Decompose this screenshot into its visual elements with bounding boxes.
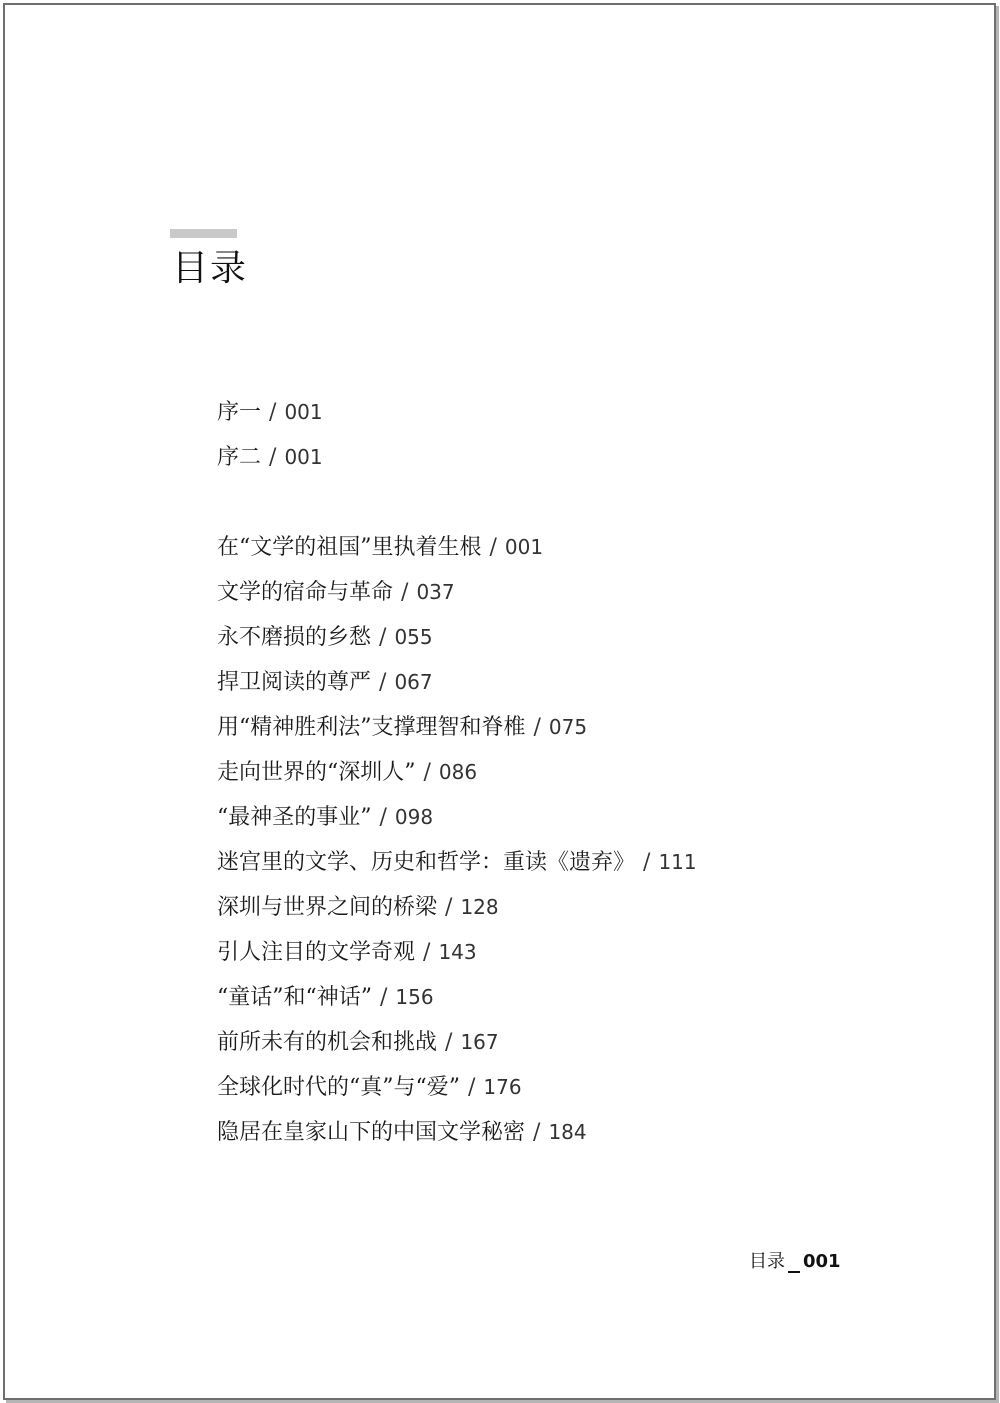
toc-separator: / bbox=[423, 760, 431, 785]
toc-entry-page: 075 bbox=[548, 715, 588, 739]
toc-entry-title: 走向世界的“深圳人” bbox=[217, 760, 416, 785]
toc-entry-page: 086 bbox=[438, 760, 478, 784]
toc-entry-page: 001 bbox=[504, 535, 544, 559]
toc-entry bbox=[217, 622, 433, 653]
toc-separator: / bbox=[269, 400, 277, 425]
footer-page-number: 001 bbox=[803, 1251, 841, 1272]
toc-entry bbox=[217, 667, 433, 698]
toc-entry bbox=[217, 892, 499, 923]
footer-label: 目录 bbox=[749, 1251, 785, 1272]
toc-separator: / bbox=[401, 580, 409, 605]
footer-rule bbox=[788, 1271, 800, 1273]
toc-entry bbox=[217, 577, 455, 608]
toc-entry bbox=[217, 712, 587, 743]
toc-entry-title: 全球化时代的“真”与“爱” bbox=[217, 1075, 460, 1100]
toc-separator: / bbox=[468, 1075, 476, 1100]
toc-separator: / bbox=[423, 940, 431, 965]
toc-entry-page: 067 bbox=[394, 670, 433, 694]
toc-entry bbox=[217, 802, 433, 833]
page-title: 目录 bbox=[172, 248, 249, 289]
toc-separator: / bbox=[379, 805, 387, 830]
toc-entry-title: 序二 bbox=[217, 445, 262, 470]
toc-entry-title: 捍卫阅读的尊严 bbox=[217, 670, 372, 695]
toc-entry-title: 深圳与世界之间的桥梁 bbox=[217, 895, 438, 920]
toc-entry bbox=[217, 757, 477, 788]
toc-entry-page: 037 bbox=[416, 580, 455, 604]
toc-entry bbox=[217, 1117, 587, 1148]
toc-separator: / bbox=[379, 670, 387, 695]
toc-entry-page: 143 bbox=[438, 940, 477, 964]
toc-entry-page: 098 bbox=[394, 805, 434, 829]
toc-separator: / bbox=[533, 715, 541, 740]
toc-separator: / bbox=[445, 1030, 453, 1055]
toc-entry-title: 迷宫里的文学、历史和哲学：重读《遗弃》 bbox=[217, 850, 636, 875]
toc-separator: / bbox=[643, 850, 651, 875]
toc-entry-page: 176 bbox=[483, 1075, 522, 1099]
toc-entry bbox=[217, 532, 543, 563]
toc-entry bbox=[217, 937, 477, 968]
toc-entry bbox=[217, 982, 434, 1013]
toc-entry-title: 永不磨损的乡愁 bbox=[217, 625, 372, 650]
toc-separator: / bbox=[445, 895, 453, 920]
toc-entry-title: 文学的宿命与革命 bbox=[217, 580, 394, 605]
toc-separator: / bbox=[269, 445, 277, 470]
toc-entry-page: 111 bbox=[658, 850, 697, 874]
toc-entry-page: 001 bbox=[284, 445, 323, 469]
toc-entry bbox=[217, 847, 697, 878]
toc-entry bbox=[217, 1027, 499, 1058]
toc-entry-title: 引人注目的文学奇观 bbox=[217, 940, 416, 965]
toc-entry-title: “最神圣的事业” bbox=[217, 805, 372, 830]
toc-separator: / bbox=[380, 985, 388, 1010]
toc-separator: / bbox=[533, 1120, 541, 1145]
page-frame bbox=[3, 3, 996, 1400]
toc-entry-page: 184 bbox=[548, 1120, 587, 1144]
toc-entry bbox=[217, 1072, 522, 1103]
toc-entry-page: 055 bbox=[394, 625, 433, 649]
heading-accent-bar bbox=[170, 229, 237, 238]
toc-entry-title: 序一 bbox=[217, 400, 262, 425]
toc-entry-page: 001 bbox=[284, 400, 323, 424]
toc-entry-page: 167 bbox=[460, 1030, 499, 1054]
toc-entry-title: 用“精神胜利法”支撑理智和脊椎 bbox=[217, 715, 526, 740]
toc-entry-title: “童话”和“神话” bbox=[217, 985, 372, 1010]
toc-entry-title: 隐居在皇家山下的中国文学秘密 bbox=[217, 1120, 526, 1145]
page-footer bbox=[749, 1249, 841, 1275]
toc-separator: / bbox=[379, 625, 387, 650]
toc-entry-page: 128 bbox=[460, 895, 499, 919]
toc-separator: / bbox=[489, 535, 497, 560]
toc-entry-page: 156 bbox=[395, 985, 434, 1009]
toc-entry-title: 在“文学的祖国”里执着生根 bbox=[217, 535, 482, 560]
toc-entry-title: 前所未有的机会和挑战 bbox=[217, 1030, 438, 1055]
toc-entry bbox=[217, 397, 323, 428]
toc-entry bbox=[217, 442, 323, 473]
